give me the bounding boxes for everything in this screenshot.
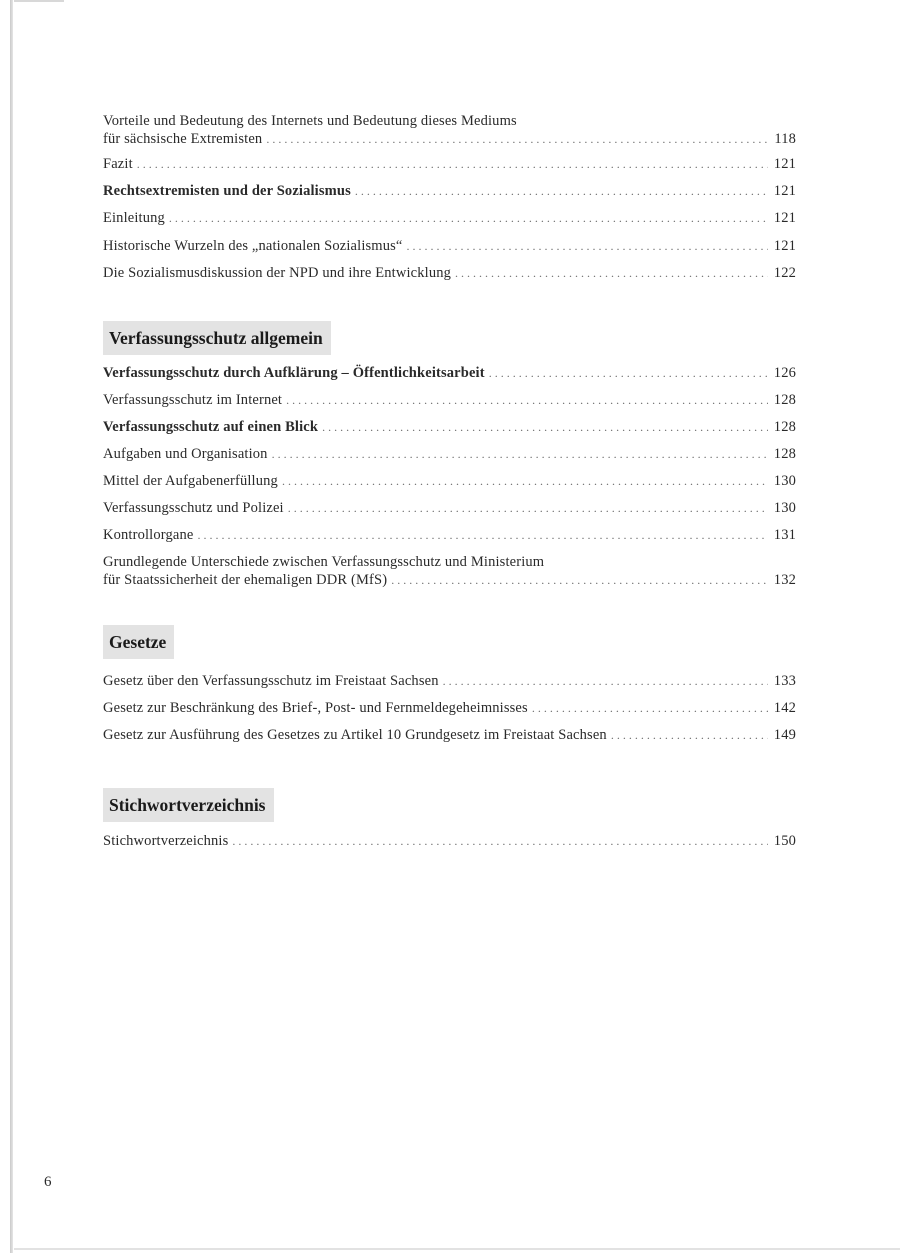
toc-entry-text: Verfassungsschutz auf einen Blick (103, 419, 319, 435)
toc-page-number: 121 (773, 210, 796, 226)
toc-entry (103, 112, 796, 148)
toc-entry-text: Aufgaben und Organisation (103, 446, 268, 462)
toc-page-number: 128 (773, 446, 796, 462)
leader-dots (443, 672, 768, 690)
toc-entry-text: Rechtsextremisten und der Sozialismus (103, 183, 351, 199)
toc-entry-text: Verfassungsschutz durch Aufklärung – Öffentlichkeitsarbeit (103, 365, 485, 381)
leader-dots (137, 155, 768, 173)
toc-page-number: 121 (773, 183, 796, 199)
leader-dots (282, 472, 768, 490)
leader-dots (272, 445, 768, 463)
toc-entry-text: Historische Wurzeln des „nationalen Sozialismus“ (103, 238, 403, 254)
toc-page-number: 128 (773, 392, 796, 408)
leader-dots (489, 364, 768, 382)
leader-dots (169, 209, 768, 227)
toc-entry-text: Verfassungsschutz im Internet (103, 392, 283, 408)
toc-entry-text: Die Sozialismusdiskussion der NPD und ihre Entwicklung (103, 265, 452, 281)
toc-page-number: 126 (773, 365, 796, 381)
toc-entry (103, 726, 796, 744)
toc-entry-text: Stichwortverzeichnis (103, 833, 229, 849)
toc-page-number: 122 (773, 265, 796, 281)
leader-dots (611, 726, 768, 744)
page-binding-edge (10, 0, 13, 1253)
toc-page-number: 142 (773, 700, 796, 716)
toc-entry (103, 391, 796, 409)
toc-entry (103, 182, 796, 200)
toc-entry-text-line1: Vorteile und Bedeutung des Internets und Bedeutung dieses Mediums (103, 113, 517, 129)
toc-entry (103, 553, 796, 589)
toc-entry (103, 264, 796, 282)
leader-dots (455, 264, 768, 282)
page-top-mark (14, 0, 64, 2)
toc-entry (103, 699, 796, 717)
toc-entry-text-line2: für sächsische Extremisten (103, 131, 263, 147)
toc-entry (103, 832, 796, 850)
toc-entry (103, 237, 796, 255)
toc-page-number: 130 (773, 500, 796, 516)
toc-entry-text: Fazit (103, 156, 133, 172)
toc-entry (103, 499, 796, 517)
leader-dots (391, 571, 768, 589)
toc-entry (103, 418, 796, 436)
toc-entry-text-line2: für Staatssicherheit der ehemaligen DDR (MfS) (103, 572, 388, 588)
toc-page-number: 131 (773, 527, 796, 543)
toc-page-number: 121 (773, 238, 796, 254)
toc-page-number: 121 (773, 156, 796, 172)
toc-entry (103, 364, 796, 382)
leader-dots (286, 391, 768, 409)
toc-entry (103, 155, 796, 173)
toc-entry-text-line1: Grundlegende Unterschiede zwischen Verfassungsschutz und Ministerium (103, 554, 545, 570)
section-heading: Gesetze (103, 625, 174, 659)
page-number: 6 (44, 1174, 52, 1190)
toc-page-number: 118 (774, 131, 796, 147)
section-heading: Verfassungsschutz allgemein (103, 321, 331, 355)
toc-page-number: 149 (773, 727, 796, 743)
toc-entry-text: Verfassungsschutz und Polizei (103, 500, 284, 516)
toc-entry-text: Einleitung (103, 210, 165, 226)
section-heading: Stichwortverzeichnis (103, 788, 274, 822)
leader-dots (322, 418, 768, 436)
leader-dots (266, 130, 768, 148)
toc-entry-text: Kontrollorgane (103, 527, 194, 543)
toc-page-number: 132 (773, 572, 796, 588)
toc-entry (103, 526, 796, 544)
toc-entry (103, 445, 796, 463)
toc-page-number: 130 (773, 473, 796, 489)
leader-dots (532, 699, 768, 717)
leader-dots (288, 499, 768, 517)
toc-page-number: 150 (773, 833, 796, 849)
leader-dots (197, 526, 767, 544)
toc-entry-text: Gesetz zur Beschränkung des Brief-, Post- und Fernmeldegeheimnisses (103, 700, 528, 716)
toc-page-number: 128 (773, 419, 796, 435)
toc-page-number: 133 (773, 673, 796, 689)
leader-dots (407, 237, 768, 255)
toc-entry (103, 209, 796, 227)
toc-entry-text: Gesetz zur Ausführung des Gesetzes zu Artikel 10 Grundgesetz im Freistaat Sachsen (103, 727, 607, 743)
toc-entry-text: Gesetz über den Verfassungsschutz im Freistaat Sachsen (103, 673, 439, 689)
toc-entry (103, 472, 796, 490)
leader-dots (355, 182, 768, 200)
leader-dots (232, 832, 767, 850)
toc-entry (103, 672, 796, 690)
toc-entry-text: Mittel der Aufgabenerfüllung (103, 473, 278, 489)
page-bottom-edge (14, 1248, 900, 1250)
